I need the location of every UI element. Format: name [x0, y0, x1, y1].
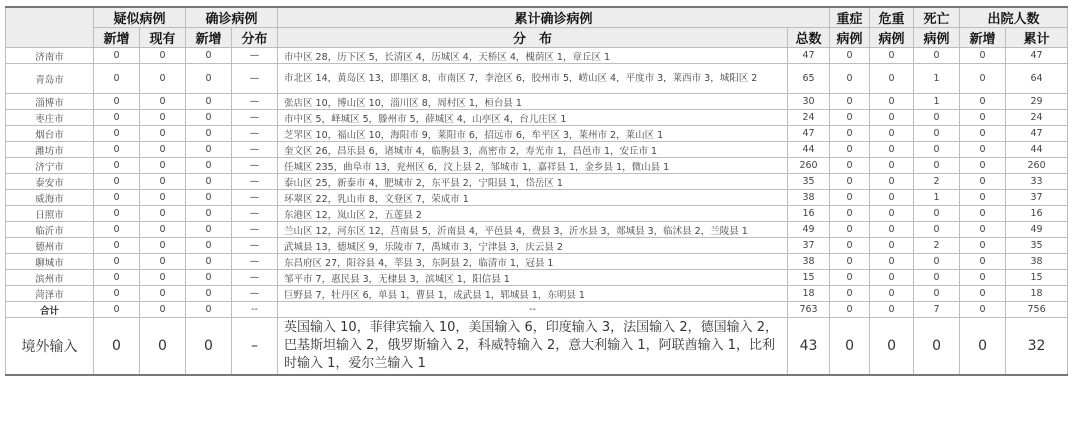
critical-count: 0 [870, 94, 914, 110]
confirmed-distribution: — [232, 64, 278, 94]
confirmed-new: 0 [186, 48, 232, 64]
district-distribution: 巨野县 7，牡丹区 6，单县 1，曹县 1，成武县 1，郓城县 1，东明县 1 [278, 286, 788, 302]
critical-count: 0 [870, 286, 914, 302]
import-confirmed-new: 0 [186, 318, 232, 376]
suspected-new: 0 [94, 238, 140, 254]
table-row [6, 190, 1068, 206]
header-suspected-current: 现有 [140, 28, 186, 48]
import-distribution: 英国输入 10，菲律宾输入 10，美国输入 6，印度输入 3，法国输入 2，德国输入 2，巴基斯坦输入 2，俄罗斯输入 2，科威特输入 2，意大利输入 1，阿联酋输入 1，比利时输入 1，爱尔兰输入 1 [278, 318, 788, 376]
district-distribution: 环翠区 22，乳山市 8，文登区 7，荣成市 1 [278, 190, 788, 206]
cumulative-total: 38 [788, 190, 830, 206]
table-row [6, 174, 1068, 190]
cumulative-total: 47 [788, 48, 830, 64]
death-count: 0 [914, 158, 960, 174]
suspected-new: 0 [94, 286, 140, 302]
critical-count: 0 [870, 174, 914, 190]
severe-count: 0 [830, 158, 870, 174]
import-suspected-new: 0 [94, 318, 140, 376]
discharged-total: 16 [1006, 206, 1068, 222]
suspected-new: 0 [94, 142, 140, 158]
discharged-total: 49 [1006, 222, 1068, 238]
cumulative-total: 49 [788, 222, 830, 238]
import-severe: 0 [830, 318, 870, 376]
suspected-current: 0 [140, 94, 186, 110]
discharged-total: 29 [1006, 94, 1068, 110]
discharged-total: 260 [1006, 158, 1068, 174]
discharged-new: 0 [960, 238, 1006, 254]
death-count: 1 [914, 64, 960, 94]
import-cumulative: 43 [788, 318, 830, 376]
confirmed-new: 0 [186, 158, 232, 174]
severe-count: 0 [830, 142, 870, 158]
suspected-new: 0 [94, 174, 140, 190]
city-name: 威海市 [6, 190, 94, 206]
confirmed-distribution: — [232, 94, 278, 110]
total-severe: 0 [830, 302, 870, 318]
death-count: 0 [914, 222, 960, 238]
suspected-new: 0 [94, 110, 140, 126]
suspected-new: 0 [94, 64, 140, 94]
header-confirmed-distribution: 分布 [232, 28, 278, 48]
suspected-new: 0 [94, 254, 140, 270]
city-name: 滨州市 [6, 270, 94, 286]
confirmed-distribution: — [232, 222, 278, 238]
suspected-current: 0 [140, 110, 186, 126]
confirmed-new: 0 [186, 110, 232, 126]
critical-count: 0 [870, 110, 914, 126]
critical-count: 0 [870, 254, 914, 270]
header-confirmed: 确诊病例 [186, 7, 278, 28]
severe-count: 0 [830, 222, 870, 238]
table-row [6, 238, 1068, 254]
critical-count: 0 [870, 190, 914, 206]
table-row [6, 206, 1068, 222]
critical-count: 0 [870, 222, 914, 238]
header-row-bottom [6, 28, 1068, 48]
discharged-new: 0 [960, 206, 1006, 222]
confirmed-new: 0 [186, 222, 232, 238]
confirmed-new: 0 [186, 254, 232, 270]
severe-count: 0 [830, 254, 870, 270]
city-name: 日照市 [6, 206, 94, 222]
confirmed-distribution: — [232, 270, 278, 286]
suspected-new: 0 [94, 206, 140, 222]
death-count: 0 [914, 48, 960, 64]
suspected-current: 0 [140, 190, 186, 206]
total-distribution: -- [278, 302, 788, 318]
suspected-current: 0 [140, 48, 186, 64]
import-death: 0 [914, 318, 960, 376]
discharged-total: 35 [1006, 238, 1068, 254]
district-distribution: 武城县 13，德城区 9，乐陵市 7，禹城市 3，宁津县 3，庆云县 2 [278, 238, 788, 254]
death-count: 2 [914, 238, 960, 254]
suspected-current: 0 [140, 238, 186, 254]
district-distribution: 兰山区 12，河东区 12，莒南县 5，沂南县 4，平邑县 4，费县 3，沂水县 3，郯城县 3，临沭县 2，兰陵县 1 [278, 222, 788, 238]
cumulative-total: 35 [788, 174, 830, 190]
discharged-total: 37 [1006, 190, 1068, 206]
header-confirmed-new: 新增 [186, 28, 232, 48]
header-severe-bottom: 病例 [830, 28, 870, 48]
confirmed-new: 0 [186, 64, 232, 94]
cumulative-total: 260 [788, 158, 830, 174]
city-name: 菏泽市 [6, 286, 94, 302]
district-distribution: 市中区 28，历下区 5，长清区 4，历城区 4，天桥区 4，槐荫区 1，章丘区 1 [278, 48, 788, 64]
city-name: 济南市 [6, 48, 94, 64]
city-name: 枣庄市 [6, 110, 94, 126]
district-distribution: 东港区 12，岚山区 2，五莲县 2 [278, 206, 788, 222]
death-count: 0 [914, 206, 960, 222]
confirmed-distribution: — [232, 126, 278, 142]
suspected-current: 0 [140, 270, 186, 286]
severe-count: 0 [830, 48, 870, 64]
district-distribution: 芝罘区 10，福山区 10，海阳市 9，莱阳市 6，招远市 6，牟平区 3，莱州市 2，莱山区 1 [278, 126, 788, 142]
confirmed-new: 0 [186, 270, 232, 286]
discharged-new: 0 [960, 64, 1006, 94]
suspected-current: 0 [140, 222, 186, 238]
table-row [6, 142, 1068, 158]
severe-count: 0 [830, 190, 870, 206]
discharged-new: 0 [960, 174, 1006, 190]
city-name: 泰安市 [6, 174, 94, 190]
discharged-total: 15 [1006, 270, 1068, 286]
discharged-total: 38 [1006, 254, 1068, 270]
discharged-new: 0 [960, 270, 1006, 286]
header-critical-bottom: 病例 [870, 28, 914, 48]
death-count: 0 [914, 110, 960, 126]
header-death-bottom: 病例 [914, 28, 960, 48]
cumulative-total: 24 [788, 110, 830, 126]
suspected-current: 0 [140, 254, 186, 270]
import-label: 境外输入 [6, 318, 94, 376]
confirmed-distribution: — [232, 142, 278, 158]
total-confirmed-distribution: -- [232, 302, 278, 318]
severe-count: 0 [830, 206, 870, 222]
table-row [6, 94, 1068, 110]
cumulative-total: 44 [788, 142, 830, 158]
cumulative-total: 47 [788, 126, 830, 142]
discharged-total: 47 [1006, 48, 1068, 64]
total-death: 7 [914, 302, 960, 318]
death-count: 1 [914, 190, 960, 206]
severe-count: 0 [830, 238, 870, 254]
death-count: 0 [914, 270, 960, 286]
confirmed-new: 0 [186, 190, 232, 206]
discharged-new: 0 [960, 48, 1006, 64]
discharged-total: 18 [1006, 286, 1068, 302]
discharged-new: 0 [960, 94, 1006, 110]
discharged-new: 0 [960, 126, 1006, 142]
table-body [6, 48, 1068, 376]
header-cumulative: 累计确诊病例 [278, 7, 830, 28]
import-confirmed-distribution: – [232, 318, 278, 376]
death-count: 2 [914, 174, 960, 190]
confirmed-new: 0 [186, 206, 232, 222]
suspected-new: 0 [94, 222, 140, 238]
table-row [6, 64, 1068, 94]
suspected-current: 0 [140, 158, 186, 174]
discharged-new: 0 [960, 254, 1006, 270]
confirmed-distribution: — [232, 206, 278, 222]
discharged-new: 0 [960, 158, 1006, 174]
table-row [6, 110, 1068, 126]
import-suspected-current: 0 [140, 318, 186, 376]
total-suspected-current: 0 [140, 302, 186, 318]
cumulative-total: 18 [788, 286, 830, 302]
total-critical: 0 [870, 302, 914, 318]
critical-count: 0 [870, 238, 914, 254]
district-distribution: 市北区 14，黄岛区 13，即墨区 8，市南区 7，李沧区 6，胶州市 5，崂山区 4，平度市 3，莱西市 3，城阳区 2 [278, 64, 788, 94]
city-name: 临沂市 [6, 222, 94, 238]
discharged-new: 0 [960, 142, 1006, 158]
total-suspected-new: 0 [94, 302, 140, 318]
death-count: 0 [914, 142, 960, 158]
header-suspected: 疑似病例 [94, 7, 186, 28]
severe-count: 0 [830, 64, 870, 94]
death-count: 0 [914, 126, 960, 142]
discharged-new: 0 [960, 110, 1006, 126]
table-row [6, 158, 1068, 174]
confirmed-new: 0 [186, 238, 232, 254]
discharged-total: 33 [1006, 174, 1068, 190]
district-distribution: 奎文区 26，昌乐县 6，诸城市 4，临朐县 3，高密市 2，寿光市 1，昌邑市 1，安丘市 1 [278, 142, 788, 158]
city-name: 潍坊市 [6, 142, 94, 158]
discharged-new: 0 [960, 222, 1006, 238]
header-discharged-new: 新增 [960, 28, 1006, 48]
header-discharged-total: 累计 [1006, 28, 1068, 48]
critical-count: 0 [870, 126, 914, 142]
severe-count: 0 [830, 110, 870, 126]
death-count: 1 [914, 94, 960, 110]
table-row [6, 286, 1068, 302]
confirmed-new: 0 [186, 286, 232, 302]
discharged-total: 47 [1006, 126, 1068, 142]
cumulative-total: 15 [788, 270, 830, 286]
severe-count: 0 [830, 174, 870, 190]
suspected-new: 0 [94, 158, 140, 174]
suspected-new: 0 [94, 190, 140, 206]
header-suspected-new: 新增 [94, 28, 140, 48]
suspected-new: 0 [94, 94, 140, 110]
suspected-current: 0 [140, 206, 186, 222]
severe-count: 0 [830, 270, 870, 286]
confirmed-distribution: — [232, 238, 278, 254]
stats-table-container [5, 6, 1067, 376]
header-city-blank [6, 7, 94, 48]
suspected-new: 0 [94, 126, 140, 142]
city-name: 德州市 [6, 238, 94, 254]
table-row [6, 270, 1068, 286]
cumulative-total: 65 [788, 64, 830, 94]
critical-count: 0 [870, 206, 914, 222]
total-label: 合计 [6, 302, 94, 318]
critical-count: 0 [870, 142, 914, 158]
district-distribution: 邹平市 7，惠民县 3，无棣县 3，滨城区 1，阳信县 1 [278, 270, 788, 286]
city-name: 淄博市 [6, 94, 94, 110]
city-name: 聊城市 [6, 254, 94, 270]
header-cumulative-distribution: 分 布 [278, 28, 788, 48]
import-row [6, 318, 1068, 376]
cumulative-total: 30 [788, 94, 830, 110]
suspected-current: 0 [140, 286, 186, 302]
critical-count: 0 [870, 158, 914, 174]
confirmed-distribution: — [232, 174, 278, 190]
confirmed-new: 0 [186, 126, 232, 142]
confirmed-distribution: — [232, 286, 278, 302]
import-discharged-total: 32 [1006, 318, 1068, 376]
import-discharged-new: 0 [960, 318, 1006, 376]
suspected-current: 0 [140, 174, 186, 190]
table-row [6, 48, 1068, 64]
total-cumulative: 763 [788, 302, 830, 318]
confirmed-new: 0 [186, 174, 232, 190]
cumulative-total: 16 [788, 206, 830, 222]
city-name: 济宁市 [6, 158, 94, 174]
suspected-new: 0 [94, 270, 140, 286]
district-distribution: 泰山区 25，新泰市 4，肥城市 2，东平县 2，宁阳县 1，岱岳区 1 [278, 174, 788, 190]
header-discharged: 出院人数 [960, 7, 1068, 28]
suspected-current: 0 [140, 126, 186, 142]
header-critical-top: 危重 [870, 7, 914, 28]
critical-count: 0 [870, 270, 914, 286]
total-discharged-total: 756 [1006, 302, 1068, 318]
discharged-new: 0 [960, 286, 1006, 302]
confirmed-distribution: — [232, 110, 278, 126]
header-death-top: 死亡 [914, 7, 960, 28]
severe-count: 0 [830, 126, 870, 142]
severe-count: 0 [830, 94, 870, 110]
header-row-top [6, 7, 1068, 28]
case-statistics-table [5, 6, 1068, 376]
discharged-new: 0 [960, 190, 1006, 206]
death-count: 0 [914, 286, 960, 302]
confirmed-distribution: — [232, 254, 278, 270]
suspected-new: 0 [94, 48, 140, 64]
header-cumulative-total: 总数 [788, 28, 830, 48]
district-distribution: 张店区 10，博山区 10，淄川区 8，周村区 1，桓台县 1 [278, 94, 788, 110]
suspected-current: 0 [140, 64, 186, 94]
total-discharged-new: 0 [960, 302, 1006, 318]
district-distribution: 任城区 235，曲阜市 13，兖州区 6，汶上县 2，邹城市 1，嘉祥县 1，金乡县 1，微山县 1 [278, 158, 788, 174]
city-name: 青岛市 [6, 64, 94, 94]
confirmed-distribution: — [232, 190, 278, 206]
district-distribution: 东昌府区 27，阳谷县 4，莘县 3，东阿县 2，临清市 1，冠县 1 [278, 254, 788, 270]
severe-count: 0 [830, 286, 870, 302]
header-severe-top: 重症 [830, 7, 870, 28]
total-row [6, 302, 1068, 318]
total-confirmed-new: 0 [186, 302, 232, 318]
discharged-total: 44 [1006, 142, 1068, 158]
import-critical: 0 [870, 318, 914, 376]
table-row [6, 126, 1068, 142]
discharged-total: 24 [1006, 110, 1068, 126]
confirmed-new: 0 [186, 142, 232, 158]
confirmed-distribution: — [232, 158, 278, 174]
city-name: 烟台市 [6, 126, 94, 142]
table-row [6, 222, 1068, 238]
confirmed-distribution: — [232, 48, 278, 64]
critical-count: 0 [870, 48, 914, 64]
district-distribution: 市中区 5，峄城区 5，滕州市 5，薛城区 4，山亭区 4，台儿庄区 1 [278, 110, 788, 126]
confirmed-new: 0 [186, 94, 232, 110]
cumulative-total: 38 [788, 254, 830, 270]
death-count: 0 [914, 254, 960, 270]
suspected-current: 0 [140, 142, 186, 158]
critical-count: 0 [870, 64, 914, 94]
table-row [6, 254, 1068, 270]
cumulative-total: 37 [788, 238, 830, 254]
discharged-total: 64 [1006, 64, 1068, 94]
